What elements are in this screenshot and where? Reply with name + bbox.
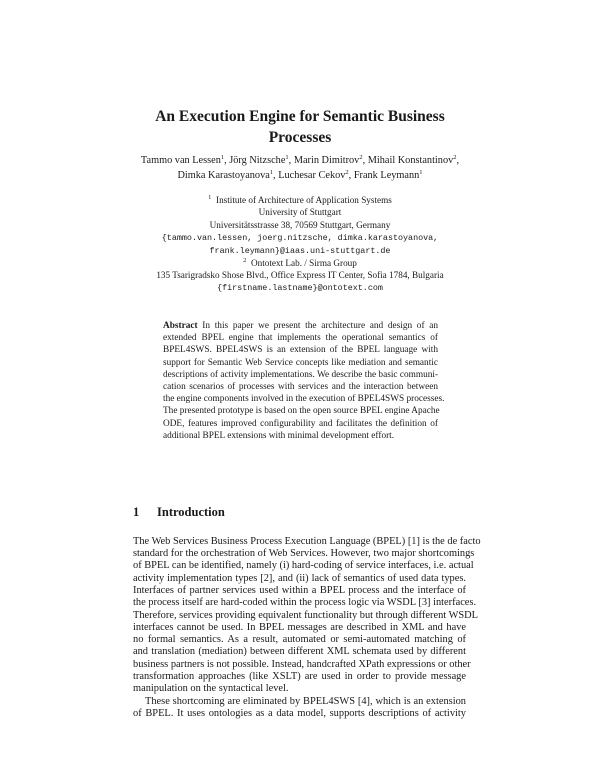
section-heading: 1 Introduction xyxy=(133,505,225,519)
body-line: transformation approaches (like XSLT) are used in order to provide message xyxy=(133,671,466,682)
body-line: business partners is not possible. Instead, handcrafted XPath expressions or other xyxy=(133,659,471,670)
abstract-line: BPEL4SWS. BPEL4SWS is an extension of the BPEL language with xyxy=(163,345,438,355)
author: Tammo van Lessen$^1$ xyxy=(140,154,225,166)
author: Marin Dimitrov$^2$ xyxy=(293,154,363,166)
affiliation-2-email: {firstname.lastname}@ontotext.com xyxy=(217,283,383,293)
abstract-line: extended BPEL engine that implements the operational semantics of xyxy=(163,333,438,343)
body-line: of BPEL. It uses ontologies as a data model, supports descriptions of activity xyxy=(133,708,466,719)
affiliation-1-name: $^1$ Institute of Architecture of Application Systems xyxy=(208,194,392,205)
body-line: manipulation on the syntactical level. xyxy=(133,683,289,694)
affiliation-2-address: 135 Tsarigradsko Shose Blvd., Office Express IT Center, Sofia 1784, Bulgaria xyxy=(156,270,444,280)
affiliation-1-emails: {tammo.van.lessen, joerg.nitzsche, dimka.karastoyanova, xyxy=(161,233,439,243)
abstract-line: The presented prototype is based on the open source BPEL engine Apache xyxy=(163,406,440,416)
body-line: of BPEL can be identified, namely (i) hard-coding of service interfaces, i.e. actual xyxy=(133,560,474,571)
body-line: The Web Services Business Process Execution Language (BPEL) [1] is the de facto xyxy=(133,536,481,547)
affiliation-1-emails-cont: frank.leymann}@iaas.uni-stuttgart.de xyxy=(209,246,391,256)
body-line: the process itself are hard-coded within the process logic via WSDL [3] interfaces. xyxy=(133,597,477,608)
author: Jörg Nitzsche$^1$ xyxy=(229,154,289,166)
affiliation-2-name: $^2$ Ontotext Lab. / Sirma Group xyxy=(243,257,357,268)
affiliation-1-university: University of Stuttgart xyxy=(258,207,342,217)
abstract-line: support for Semantic Web Service concepts like mediation and semantic xyxy=(163,358,438,368)
affiliation-1-address: Universitätsstrasse 38, 70569 Stuttgart, Germany xyxy=(209,220,391,230)
authors-line-2: Dimka Karastoyanova$^1$, Luchesar Cekov$^2$, Frank Leymann$^1$ xyxy=(177,169,423,181)
paper-title-line-2: Processes xyxy=(268,129,332,146)
body-line: and translation (mediation) between different XML schemata used by different xyxy=(133,646,466,657)
body-line: These shortcoming are eliminated by BPEL4SWS [4], which is an extension xyxy=(145,696,466,707)
abstract-line: additional BPEL extensions with minimal development effort. xyxy=(163,431,395,441)
author: Mihail Konstantinov$^2$ xyxy=(367,154,457,166)
paper-title-line-1: An Execution Engine for Semantic Business xyxy=(155,108,445,125)
abstract-line: descriptions of activity implementations. We describe the basic communi- xyxy=(163,370,439,380)
body-line: activity implementation types [2], and (ii) lack of semantics of used data types. xyxy=(133,573,466,584)
abstract-line: Abstract In this paper we present the architecture and design of an xyxy=(163,321,438,331)
authors-line-1: Tammo van Lessen$^1$, Jörg Nitzsche$^1$, Marin Dimitrov$^2$, Mihail Konstantinov$^2$, xyxy=(140,154,460,166)
abstract-label: Abstract xyxy=(163,321,198,331)
body-line: interfaces cannot be used. In BPEL messages are described in XML and have xyxy=(133,622,466,633)
abstract-line: the engine components involved in the execution of BPEL4SWS processes. xyxy=(163,394,445,404)
abstract-line: cation scenarios of processes with services and the interaction between xyxy=(163,382,438,392)
body-line: Therefore, services providing equivalent functionality but through different WSDL xyxy=(133,610,479,621)
author: Dimka Karastoyanova$^1$ xyxy=(177,169,274,181)
author: Luchesar Cekov$^2$ xyxy=(278,169,349,181)
body-line: standard for the orchestration of Web Services. However, two major shortcomings xyxy=(133,548,475,559)
body-line: no formal semantics. As a result, automated or semi-automated matching of xyxy=(133,634,466,645)
body-line: Interfaces of partner services used within a BPEL process and the interface of xyxy=(133,585,466,596)
author: Frank Leymann$^1$ xyxy=(353,169,423,181)
abstract-line: ODE, features improved configurability and facilitates the definition of xyxy=(163,419,438,429)
